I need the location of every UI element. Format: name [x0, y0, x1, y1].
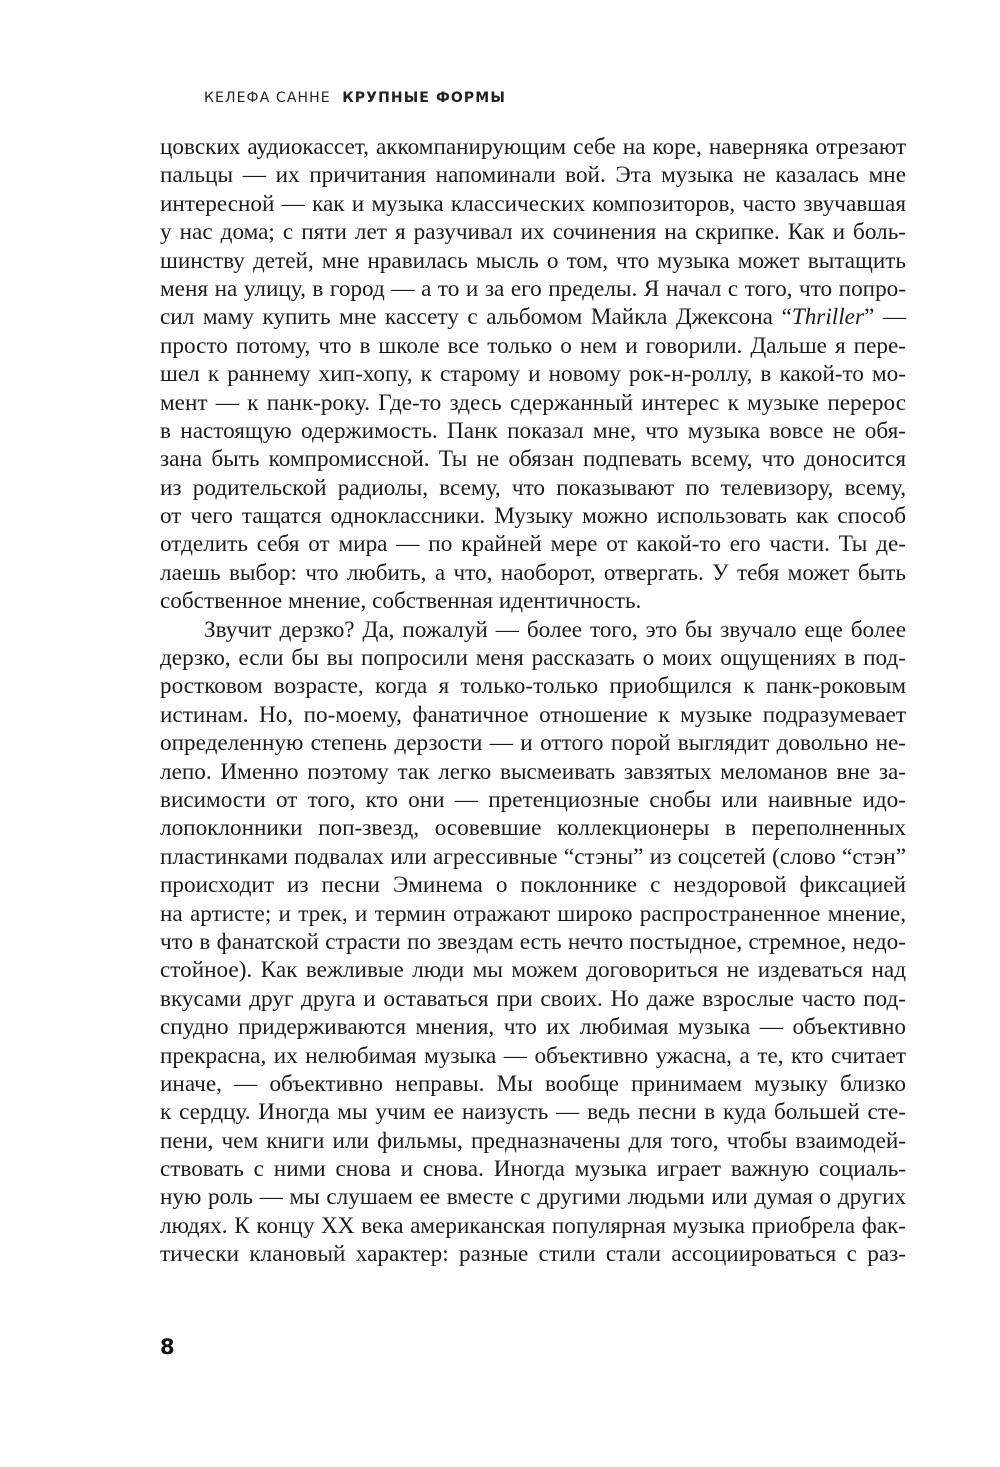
text-line: ствовать с ними снова и снова. Иногда музыка играет важную социаль- [160, 1156, 906, 1183]
text-line: истинам. Но, по-моему, фанатичное отношение к музыке подразумевает [160, 701, 906, 728]
text-line: лепо. Именно поэтому так легко высмеивать завзятых меломанов вне за- [160, 758, 906, 785]
text-line: шел к раннему хип-хопу, к старому и новому рок-н-роллу, в какой-то мо- [160, 361, 906, 388]
text-line: отделить себя от мира — по крайней мере от какой-то его части. Ты де- [160, 531, 906, 558]
body-text [160, 133, 906, 1269]
text-line: ную роль — мы слушаем ее вместе с другими людьми или думая о других [160, 1184, 906, 1211]
text-line: спудно придерживаются мнения, что их любимая музыка — объективно [160, 1014, 906, 1041]
text-line: происходит из песни Эминема о поклоннике с нездоровой фиксацией [160, 872, 906, 899]
text-line: интересной — как и музыка классических композиторов, часто звучавшая [160, 190, 906, 217]
text-line: пластинками подвалах или агрессивные “стэны” из соцсетей (слово “стэн” [160, 843, 906, 870]
text-line: прекрасна, их нелюбимая музыка — объективно ужасна, а те, кто считает [160, 1042, 906, 1069]
text-line: зана быть компромиссной. Ты не обязан подпевать всему, что доносится [160, 446, 906, 473]
text-line: просто потому, что в школе все только о нем и говорили. Дальше я пере- [160, 332, 906, 359]
text-line: висимости от того, кто они — претенциозные снобы или наивные идо- [160, 786, 906, 813]
text-line: иначе, — объективно неправы. Мы вообще принимаем музыку близко [160, 1070, 906, 1097]
text-line: тически клановый характер: разные стили стали ассоциироваться с раз- [160, 1241, 906, 1268]
text-line: лопоклонники поп-звезд, осовевшие коллекционеры в переполненных [160, 815, 906, 842]
text-line: лаешь выбор: что любить, а что, наоборот, отвергать. У тебя может быть [160, 559, 906, 586]
text-line: шинству детей, мне нравилась мысль о том, что музыка может вытащить [160, 247, 906, 274]
text-line: меня на улицу, в город — а то и за его пределы. Я начал с того, что попро- [160, 275, 906, 302]
text-line: что в фанатской страсти по звездам есть нечто постыдное, стремное, недо- [160, 928, 906, 955]
text-line: людях. К концу XX века американская популярная музыка приобрела фак- [160, 1212, 906, 1239]
text-line: определенную степень дерзости — и оттого порой выглядит довольно не- [160, 730, 906, 757]
text-line: Звучит дерзко? Да, пожалуй — более того, это бы звучало еще более [204, 616, 906, 643]
text-line: стойное). Как вежливые люди мы можем договориться не издеваться над [160, 957, 906, 984]
paragraph-2 [160, 616, 906, 1269]
text-line: от чего тащатся одноклассники. Музыку можно использовать как способ [160, 503, 906, 530]
text-line-thriller: сил маму купить мне кассету с альбомом Майкла Джексона “Thriller” — [160, 304, 907, 331]
text-line: ростковом возрасте, когда я только-только приобщился к панк-роковым [160, 673, 906, 700]
text-line: цовских аудиокассет, аккомпанирующим себе на коре, наверняка отрезают [160, 134, 906, 160]
text-line: пени, чем книги или фильмы, предназначены для того, чтобы взаимодей- [160, 1127, 906, 1154]
text-line: к сердцу. Иногда мы учим ее наизусть — ведь песни в куда большей сте- [160, 1099, 906, 1126]
text-line: собственное мнение, собственная идентичность. [160, 588, 642, 615]
page-number: 8 [160, 1335, 175, 1359]
running-head-book-title: КРУПНЫЕ ФОРМЫ [342, 90, 506, 106]
text-line: у нас дома; с пяти лет я разучивал их сочинения на скрипке. Как и боль- [160, 219, 906, 246]
paragraph-1 [160, 133, 906, 616]
text-line: пальцы — их причитания напоминали вой. Эта музыка не казалась мне [160, 162, 906, 189]
running-head-author: КЕЛЕФА САННЕ [204, 90, 331, 106]
text-line: вкусами друг друга и оставаться при своих. Но даже взрослые часто под- [160, 985, 906, 1012]
running-head [204, 89, 506, 107]
text-line: в настоящую одержимость. Панк показал мне, что музыка вовсе не обя- [160, 417, 906, 444]
text-line: дерзко, если бы вы попросили меня рассказать о моих ощущениях в под- [160, 645, 906, 672]
text-line: из родительской радиолы, всему, что показывают по телевизору, всему, [160, 474, 906, 501]
text-line: мент — к панк-року. Где-то здесь сдержанный интерес к музыке перерос [160, 389, 906, 416]
text-line: на артисте; и трек, и термин отражают широко распространенное мнение, [160, 900, 906, 927]
